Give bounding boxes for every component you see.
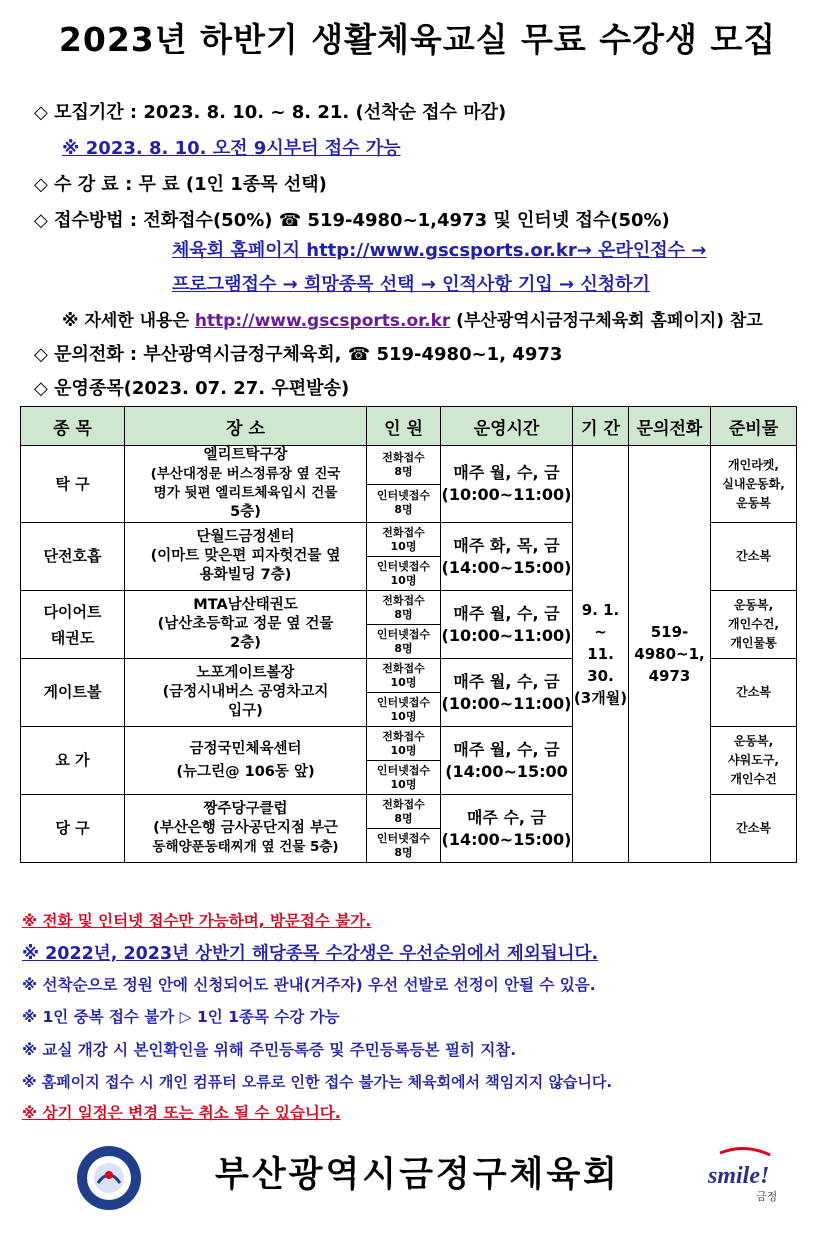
note-schedule-change: ※ 상기 일정은 변경 또는 취소 될 수 있습니다. bbox=[22, 1104, 341, 1122]
phone-count-cell bbox=[367, 659, 441, 693]
count-label: 인터넷접수 bbox=[376, 831, 431, 845]
place-line: 용화빌딩 7층) bbox=[199, 567, 292, 583]
time-hours: (14:00~15:00) bbox=[441, 829, 572, 849]
place-line: 동해양푼동태찌개 옆 건물 5층) bbox=[152, 839, 339, 855]
web-count-cell bbox=[367, 761, 441, 795]
time-days: 매주 화, 목, 금 bbox=[453, 535, 560, 555]
detail-prefix: ※ 자세한 내용은 bbox=[62, 311, 195, 331]
place-line: 2층) bbox=[230, 635, 261, 651]
time-cell bbox=[441, 727, 573, 795]
page-title: 2023년 하반기 생활체육교실 무료 수강생 모집 bbox=[58, 20, 777, 59]
place-line: (부산은행 금사공단지점 부근 bbox=[153, 820, 338, 836]
header-capacity: 인 원 bbox=[367, 407, 441, 446]
note-first-come: ※ 선착순으로 정원 안에 신청되어도 관내(거주자) 우선 선발로 선정이 안될 수 있음. bbox=[22, 976, 596, 994]
place-cell bbox=[125, 727, 367, 795]
count-value: 10명 bbox=[390, 777, 417, 791]
count-label: 인터넷접수 bbox=[376, 695, 431, 709]
event-cell: 당 구 bbox=[21, 795, 125, 863]
event-cell: 단전호흡 bbox=[21, 523, 125, 591]
apply-method-web-1: 체육회 홈페이지 http://www.gscsports.or.kr→ 온라인접수 → bbox=[172, 240, 707, 261]
place-line: 단월드금정센터 bbox=[196, 529, 295, 545]
detail-suffix: (부산광역시금정구체육회 홈페이지) 참고 bbox=[450, 311, 763, 331]
time-hours: (10:00~11:00) bbox=[441, 485, 572, 504]
count-value: 8명 bbox=[394, 607, 413, 621]
place-line: (부산대정문 버스정류장 옆 진국 bbox=[150, 466, 341, 482]
place-line: (금정시내버스 공영차고지 bbox=[162, 684, 329, 700]
prep-line: 실내운동화, bbox=[722, 476, 785, 491]
smile-logo-text: smile! bbox=[708, 1163, 770, 1189]
phone-count-cell bbox=[367, 591, 441, 625]
count-value: 8명 bbox=[394, 641, 413, 655]
count-label: 인터넷접수 bbox=[376, 627, 431, 641]
count-label: 인터넷접수 bbox=[376, 763, 431, 777]
contact-phone: ◇ 문의전화 : 부산광역시금정구체육회, ☎ 519-4980~1, 4973 bbox=[34, 344, 563, 365]
time-hours: (10:00~11:00) bbox=[441, 693, 572, 713]
prep-line: 간소복 bbox=[736, 821, 771, 835]
recruit-period: ◇ 모집기간 : 2023. 8. 10. ~ 8. 21. (선착순 접수 마감) bbox=[34, 102, 507, 123]
count-label: 전화접수 bbox=[382, 593, 425, 607]
prep-line: 개인물통 bbox=[730, 636, 777, 650]
phone-line: 519- bbox=[650, 623, 689, 641]
time-cell bbox=[441, 591, 573, 659]
place-line: 입구) bbox=[228, 703, 263, 719]
prep-cell bbox=[711, 446, 797, 523]
phone-cell bbox=[629, 446, 711, 863]
prep-line: 운동복, bbox=[733, 598, 774, 612]
phone-count-cell bbox=[367, 795, 441, 829]
header-phone: 문의전화 bbox=[629, 407, 711, 446]
header-event: 종 목 bbox=[21, 407, 125, 446]
phone-count-cell bbox=[367, 727, 441, 761]
smile-logo-subtext: 금정 bbox=[756, 1190, 778, 1203]
time-hours: (10:00~11:00) bbox=[441, 625, 572, 645]
prep-cell bbox=[711, 659, 797, 727]
place-line: 짱주당구클럽 bbox=[203, 801, 288, 817]
header-place: 장 소 bbox=[125, 407, 367, 446]
apply-method: ◇ 접수방법 : 전화접수(50%) ☎ 519-4980~1,4973 및 인터넷 접수(50%) bbox=[34, 210, 670, 231]
count-value: 10명 bbox=[390, 709, 417, 723]
event-line: 다이어트 bbox=[43, 602, 102, 621]
apply-method-web-2: 프로그램접수 → 희망종목 선택 → 인적사항 기입 → 신청하기 bbox=[172, 274, 650, 295]
time-days: 매주 월, 수, 금 bbox=[453, 463, 560, 482]
note-pc-error: ※ 홈페이지 접수 시 개인 컴퓨터 오류로 인한 접수 불가는 체육회에서 책임지지 않습니다. bbox=[22, 1073, 613, 1091]
count-label: 전화접수 bbox=[382, 450, 425, 464]
prep-line: 샤워도구, bbox=[728, 753, 779, 767]
period-cell bbox=[573, 446, 629, 863]
tuition-fee: ◇ 수 강 료 : 무 료 (1인 1종목 선택) bbox=[34, 174, 327, 195]
prep-line: 개인수건, bbox=[728, 617, 779, 631]
period-line: 11. 30. bbox=[587, 645, 614, 685]
prep-cell bbox=[711, 591, 797, 659]
time-days: 매주 수, 금 bbox=[466, 807, 547, 827]
place-line: MTA남산태권도 bbox=[193, 597, 298, 613]
detail-info bbox=[62, 306, 763, 331]
table-row bbox=[21, 446, 797, 485]
prep-line: 간소복 bbox=[736, 685, 771, 699]
period-line: (3개월) bbox=[573, 689, 628, 707]
count-value: 8명 bbox=[394, 811, 413, 825]
header-prep: 준비물 bbox=[711, 407, 797, 446]
prep-cell bbox=[711, 523, 797, 591]
prep-line: 운동복 bbox=[736, 495, 771, 510]
homepage-link[interactable]: http://www.gscsports.or.kr bbox=[194, 311, 451, 331]
note-no-visit: ※ 전화 및 인터넷 접수만 가능하며, 방문접수 불가. bbox=[22, 912, 372, 930]
place-line: (이마트 맞은편 피자헛건물 옆 bbox=[150, 548, 341, 564]
place-line: 엘리트탁구장 bbox=[203, 447, 288, 463]
time-days: 매주 월, 수, 금 bbox=[453, 603, 560, 623]
count-value: 8명 bbox=[394, 503, 413, 517]
web-count-cell bbox=[367, 484, 441, 523]
count-label: 전화접수 bbox=[382, 661, 425, 675]
phone-line: 4980~1, bbox=[634, 645, 705, 663]
time-hours: (14:00~15:00) bbox=[441, 557, 572, 577]
count-value: 10명 bbox=[390, 573, 417, 587]
place-line: (남산초등학교 정문 옆 건물 bbox=[157, 616, 334, 632]
count-label: 인터넷접수 bbox=[376, 559, 431, 573]
count-value: 8명 bbox=[394, 845, 413, 859]
header-time: 운영시간 bbox=[441, 407, 573, 446]
place-line: 노포게이트볼장 bbox=[196, 665, 295, 681]
web-count-cell bbox=[367, 625, 441, 659]
schedule-table bbox=[20, 406, 797, 863]
events-heading: ◇ 운영종목(2023. 07. 27. 우편발송) bbox=[34, 378, 350, 399]
place-line: 금정국민체육센터 bbox=[189, 740, 302, 757]
count-value: 10명 bbox=[390, 539, 417, 553]
phone-count-cell bbox=[367, 523, 441, 557]
web-count-cell bbox=[367, 829, 441, 863]
count-label: 전화접수 bbox=[382, 525, 425, 539]
prep-line: 간소복 bbox=[736, 549, 771, 563]
time-cell bbox=[441, 795, 573, 863]
time-cell bbox=[441, 659, 573, 727]
prep-line: 운동복, bbox=[733, 734, 774, 748]
place-cell bbox=[125, 659, 367, 727]
prep-cell bbox=[711, 727, 797, 795]
smile-geumjeong-logo-icon bbox=[700, 1145, 790, 1205]
web-count-cell bbox=[367, 557, 441, 591]
place-cell bbox=[125, 795, 367, 863]
place-cell bbox=[125, 591, 367, 659]
count-value: 8명 bbox=[394, 464, 413, 478]
period-line: 9. 1. bbox=[581, 601, 620, 619]
time-days: 매주 월, 수, 금 bbox=[453, 739, 560, 759]
web-count-cell bbox=[367, 693, 441, 727]
count-label: 전화접수 bbox=[382, 797, 425, 811]
prep-line: 개인수건 bbox=[730, 772, 777, 786]
event-cell: 탁 구 bbox=[21, 446, 125, 523]
event-cell: 요 가 bbox=[21, 727, 125, 795]
count-label: 전화접수 bbox=[382, 729, 425, 743]
period-note: ※ 2023. 8. 10. 오전 9시부터 접수 가능 bbox=[62, 138, 401, 159]
table-header-row bbox=[21, 407, 797, 446]
event-cell: 게이트볼 bbox=[21, 659, 125, 727]
place-cell bbox=[125, 523, 367, 591]
event-line: 태권도 bbox=[50, 628, 95, 647]
phone-line: 4973 bbox=[648, 667, 691, 685]
place-line: 5층) bbox=[230, 504, 261, 520]
count-label: 인터넷접수 bbox=[376, 489, 431, 503]
note-id-required: ※ 교실 개강 시 본인확인을 위해 주민등록증 및 주민등록등본 필히 지참. bbox=[22, 1041, 517, 1059]
time-cell bbox=[441, 523, 573, 591]
note-one-event: ※ 1인 중복 접수 불가 ▷ 1인 1종목 수강 가능 bbox=[22, 1008, 340, 1026]
phone-count-cell bbox=[367, 446, 441, 485]
place-line: 명가 뒷편 엘리트체육입시 건물 bbox=[153, 485, 338, 501]
note-priority-exclusion: ※ 2022년, 2023년 상반기 해당종목 수강생은 우선순위에서 제외됩니다. bbox=[22, 944, 599, 964]
header-period: 기 간 bbox=[573, 407, 629, 446]
count-value: 10명 bbox=[390, 743, 417, 757]
prep-cell bbox=[711, 795, 797, 863]
prep-line: 개인라켓, bbox=[728, 457, 779, 472]
footer-org-name: 부산광역시금정구체육회 bbox=[215, 1155, 620, 1195]
count-value: 10명 bbox=[390, 675, 417, 689]
place-cell bbox=[125, 446, 367, 523]
time-hours: (14:00~15:00 bbox=[445, 761, 568, 781]
period-line: ~ bbox=[594, 623, 607, 641]
place-line: (뉴그린@ 106동 앞) bbox=[176, 763, 315, 780]
time-days: 매주 월, 수, 금 bbox=[453, 671, 560, 691]
time-cell bbox=[441, 446, 573, 523]
event-cell bbox=[21, 591, 125, 659]
